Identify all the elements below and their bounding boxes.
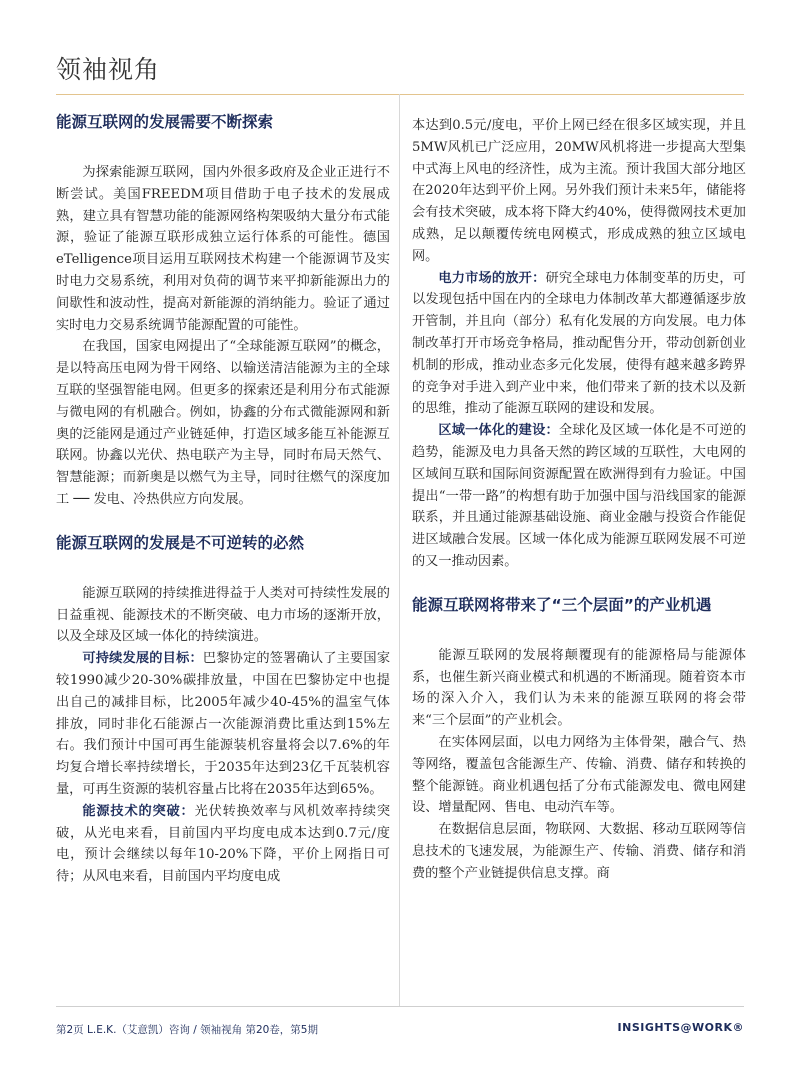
section-heading-irreversible: 能源互联网的发展是不可逆转的必然	[56, 533, 305, 552]
lead-in: 可持续发展的目标：	[82, 651, 203, 667]
paragraph-integration	[412, 420, 746, 573]
right-column	[412, 115, 746, 885]
lead-in: 能源技术的突破：	[82, 803, 195, 819]
paragraph: 在我国，国家电网提出了“全球能源互联网”的概念，是以特高压电网为骨干网络、以输送清洁能源为主的全球互联的坚强智能电网。但更多的探索还是利用分布式能源与微电网的有机融合。例如，协鑫的分布式微能源网和新奥的泛能网是通过产业链延伸，打造区域多能互补能源互联网。协鑫以光伏、热电联产为主导，同时布局天然气、智慧能源；而新奥是以燃气为主导，同时往燃气的深度加工 ── 发电、冷热供应方向发展。	[56, 339, 390, 507]
section-heading-opportunities: 能源互联网将带来了“三个层面”的产业机遇	[412, 595, 712, 614]
footer-brand: INSIGHTS@WORK®	[617, 1021, 744, 1034]
footer-divider	[56, 1006, 744, 1007]
paragraph: 能源互联网的持续推进得益于人类对可持续性发展的日益重视、能源技术的不断突破、电力市场的逐渐开放，以及全球及区域一体化的持续演进。	[56, 585, 390, 645]
header-divider	[56, 94, 744, 95]
paragraph-body: 研究全球电力体制变革的历史，可以发现包括中国在内的全球电力体制改革大都遵循逐步放开管制，并且向（部分）私有化发展的方向发展。电力体制改革打开市场竞争格局，推动配售分开，带动创新创业机制的形成，推动业态多元化发展，使得有越来越多跨界的竞争对手进入到产业中来，他们带来了新的技术以及新的思维，推动了能源互联网的建设和发展。	[412, 270, 746, 417]
lead-in: 电力市场的放开：	[438, 270, 546, 286]
paragraph-body: 光伏转换效率与风机效率持续突破，从光电来看，目前国内平均度电成本达到0.7元/度电，预计会继续以每年10-20%下降，平价上网指日可待；从风电来看，目前国内平均度电成	[56, 803, 391, 885]
paragraph-sustainability	[56, 648, 390, 801]
paragraph: 在实体网层面，以电力网络为主体骨架，融合气、热等网络，覆盖包含能源生产、传输、消费、储存和转换的整个能源链。商业机遇包括了分布式能源发电、微电网建设、增量配网、售电、电动汽车等。	[412, 734, 746, 816]
section-heading-explore: 能源互联网的发展需要不断探索	[56, 113, 274, 131]
paragraph: 在数据信息层面，物联网、大数据、移动互联网等信息技术的飞速发展，为能源生产、传输、消费、储存和消费的整个产业链提供信息支撑。商	[412, 822, 746, 881]
page-title: 领袖视角	[56, 55, 161, 84]
paragraph: 能源互联网的发展将颠覆现有的能源格局与能源体系，也催生新兴商业模式和机遇的不断涌现。随着资本市场的深入介入，我们认为未来的能源互联网的将会带来“三个层面”的产业机会。	[412, 647, 746, 729]
paragraph-body: 全球化及区域一体化是不可逆的趋势，能源及电力具备天然的跨区域的互联性，大电网的区域间互联和国际间资源配置在欧洲得到有力验证。中国提出“一带一路”的构想有助于加强中国与沿线国家的能源联系，并且通过能源基础设施、商业金融与投资合作能促进区域融合发展。区域一体化成为能源互联网发展不可逆的又一推动因素。	[412, 423, 747, 569]
left-column	[56, 110, 390, 888]
footer-page-info: 第2页 L.E.K.（艾意凯）咨询 / 领袖视角 第20卷，第5期	[56, 1024, 318, 1036]
paragraph: 为探索能源互联网，国内外很多政府及企业正进行不断尝试。美国FREEDM项目借助于电子技术的发展成熟，建立具有智慧功能的能源网络构架吸纳大量分布式能源，验证了能源互联形成独立运行体系的可能性。德国eTelligence项目运用互联网技术构建一个能源调节及实时电力交易系统，利用对负荷的调节来平抑新能源出力的间歇性和波动性，提高对新能源的消纳能力。验证了通过实时电力交易系统调节能源配置的可能性。	[56, 165, 390, 333]
lead-in: 区域一体化的建设：	[438, 423, 559, 439]
paragraph-body: 巴黎协定的签署确认了主要国家较1990减少20-30%碳排放量，中国在巴黎协定中也提出自己的减排目标，比2005年减少40-45%的温室气体排放，同时非化石能源占一次能源消费比重达到15%左右。我们预计中国可再生能源装机容量将会以7.6%的年均复合增长率持续增长，于2035年达到23亿千瓦装机容量，可再生资源的装机容量占比将在2035年达到65%。	[56, 651, 391, 797]
paragraph-technology	[56, 801, 390, 888]
column-divider	[399, 94, 400, 1006]
footer	[56, 1022, 744, 1037]
paragraph-market	[412, 268, 746, 421]
paragraph-continued: 本达到0.5元/度电，平价上网已经在很多区域实现，并且5MW风机已广泛应用，20MW风机将进一步提高大型集中式海上风电的经济性，成为主流。预计我国大部分地区在2020年达到平价上网。另外我们预计未来5年，储能将会有技术突破，成本将下降大约40%，使得微网技术更加成熟，足以颠覆传统电网模式，形成成熟的独立区域电网。	[412, 118, 746, 264]
